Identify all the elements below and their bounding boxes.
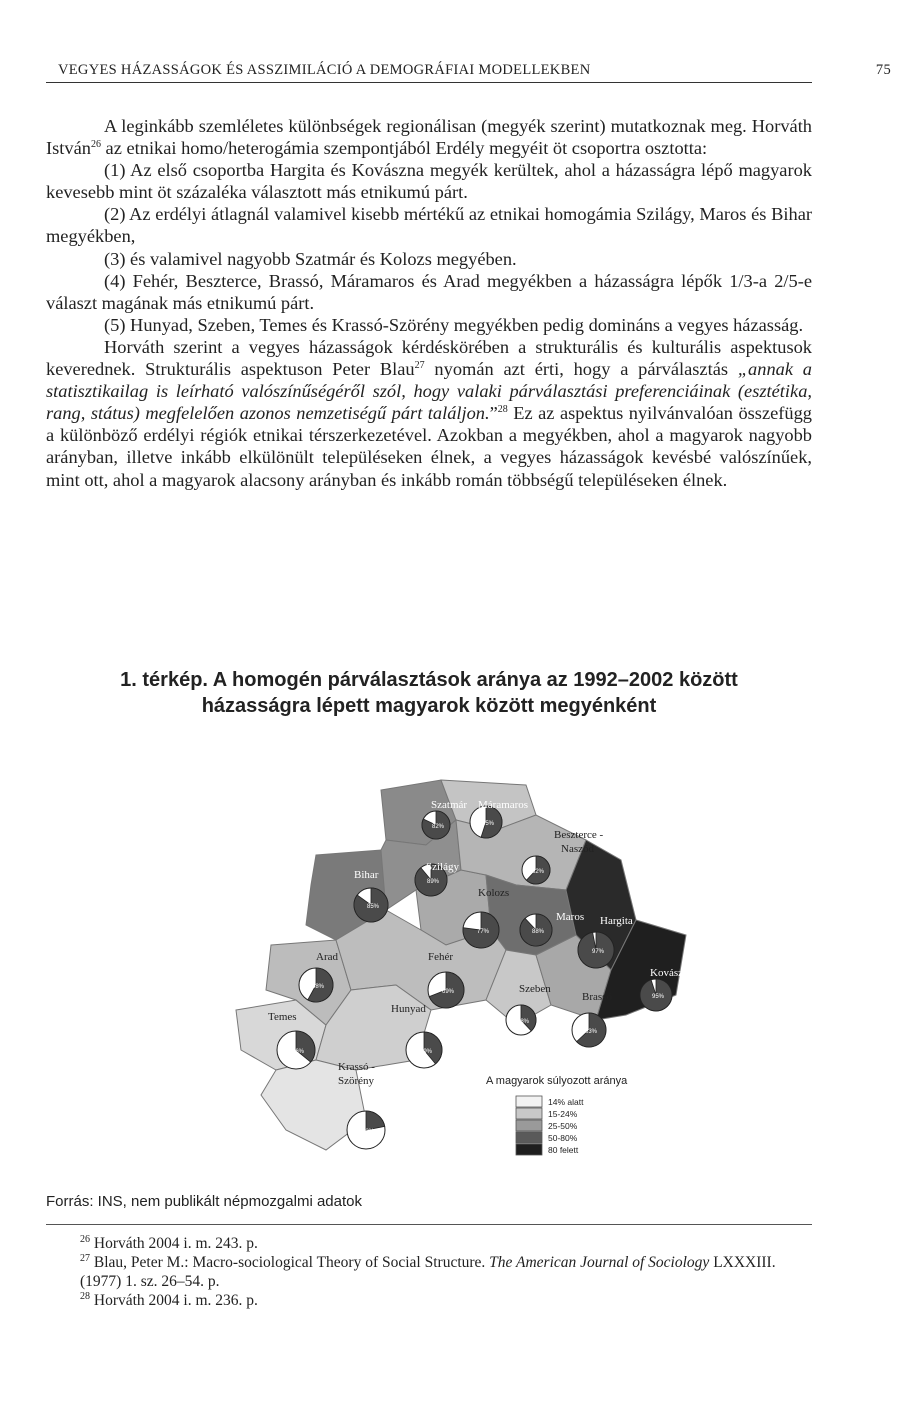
label-szeben: Szeben (519, 983, 551, 995)
pie-maros-label: 88% (532, 929, 545, 935)
label-kolozs: Kolozs (478, 887, 510, 899)
map-legend (486, 1075, 628, 1155)
pie-hunyad (406, 1032, 442, 1068)
blau-quote: „annak a statisztikailag is leírható valószínűségéről szól, hogy valaki párválasztási preferenciáinak (esztétika, rang, státus) megfelelően azonos nemzetiségű párt találjon. (46, 359, 812, 424)
pie-krasso (347, 1111, 385, 1149)
paragraph-6: (5) Hunyad, Szeben, Temes és Krassó-Szörény megyékben pedig domináns a vegyes házasság. (104, 314, 804, 335)
legend-title: A magyarok súlyozott aránya (486, 1075, 628, 1087)
label-hunyad: Hunyad (391, 1003, 426, 1015)
footnote-26-text: Horváth 2004 i. m. 243. p. (90, 1235, 258, 1252)
map-caption-line-1: 1. térkép. A homogén párválasztások aránya az 1992–2002 között (120, 669, 738, 691)
pie-brasso (572, 1013, 606, 1047)
label-hargita: Hargita (600, 915, 633, 927)
footnotes (46, 1234, 812, 1310)
pie-hargita (578, 932, 614, 968)
running-head (58, 62, 897, 79)
footnote-27-text-a: Blau, Peter M.: Macro-sociological Theory of Social Structure. (90, 1254, 490, 1271)
pie-szatmar (422, 811, 450, 839)
label-krasso: Krassó - (338, 1061, 375, 1073)
legend-swatch-4 (516, 1144, 542, 1155)
pie-arad (299, 968, 333, 1002)
pie-krasso-label: 22% (362, 1129, 375, 1135)
footnote-ref-27[interactable]: 27 (414, 359, 425, 371)
footnote-28-text: Horváth 2004 i. m. 236. p. (90, 1292, 258, 1309)
legend-label-4: 80 felett (548, 1145, 579, 1155)
paragraph-1-text-a: A leginkább szemléletes különbségek regionálisan (megyék szerint) mutatkoznak meg. Horváth István (46, 116, 812, 159)
paragraph-7 (46, 336, 812, 491)
footnote-26-number: 26 (80, 1233, 90, 1245)
running-head-title: VEGYES HÁZASSÁGOK ÉS ASSZIMILÁCIÓ A DEMOGRÁFIAI MODELLEKBEN (58, 62, 591, 78)
pie-szeben-label: 38% (517, 1019, 530, 1025)
paragraph-3: (2) Az erdélyi átlagnál valamivel kisebb mértékű az etnikai homogámia Szilágy, Maros és Bihar megyékben, (46, 204, 812, 247)
legend-label-2: 25-50% (548, 1121, 578, 1131)
pie-bihar-label: 85% (367, 904, 380, 910)
pie-szilagy-label: 89% (427, 879, 440, 885)
legend-label-0: 14% alatt (548, 1097, 584, 1107)
paragraph-4: (3) és valamivel nagyobb Szatmár és Kolozs megyében. (104, 248, 517, 269)
page-number: 75 (875, 62, 891, 78)
legend-swatch-1 (516, 1108, 542, 1119)
paragraph-7-text-a: Horváth szerint a vegyes házasságok kérdéskörében a strukturális és kulturális aspektusok keverednek. Strukturális aspektuson Peter Blau (46, 336, 812, 380)
label-temes: Temes (268, 1011, 297, 1023)
pie-hunyad-label: 39% (420, 1049, 433, 1055)
legend-swatch-3 (516, 1132, 542, 1143)
body-text (46, 115, 812, 491)
footnote-28 (46, 1291, 812, 1310)
map-caption-line-2: házasságra lépett magyarok között megyénként (201, 695, 657, 717)
paragraph-1 (46, 115, 812, 159)
pie-arad-label: 58% (312, 984, 325, 990)
label-maramaros: Máramaros (478, 799, 529, 811)
pie-krasso-slice (366, 1111, 385, 1130)
label-kovaszna: Kovászna (650, 967, 694, 979)
legend-swatch-0 (516, 1096, 542, 1107)
pie-feher (428, 972, 464, 1008)
transylvania-map (216, 760, 716, 1180)
legend-label-1: 15-24% (548, 1109, 578, 1119)
map-caption (46, 667, 812, 719)
footnote-rule (46, 1224, 812, 1225)
label-szilagy: Szilágy (426, 861, 459, 873)
pie-kovaszna (640, 979, 672, 1011)
pie-temes (277, 1031, 315, 1069)
footnote-28-number: 28 (80, 1290, 90, 1302)
legend-swatch-2 (516, 1120, 542, 1131)
footnote-27-text-b: LXXXIII. (1977) 1. sz. 26–54. p. (80, 1254, 776, 1290)
footnote-27 (46, 1253, 812, 1291)
pie-kovaszna-label: 95% (652, 994, 665, 1000)
pie-beszterce (522, 856, 550, 884)
pie-bihar (354, 888, 388, 922)
label-szatmar: Szatmár (431, 799, 468, 811)
label-feher: Fehér (428, 951, 454, 963)
footnote-ref-26[interactable]: 26 (90, 138, 101, 150)
paragraph-5: (4) Fehér, Beszterce, Brassó, Máramaros és Arad megyékben a házasságra lépők 1/3-a 2/5-e választ magának más etnikumú párt. (46, 270, 812, 313)
paragraph-7-text-b: nyomán azt érti, hogy a párválasztás (424, 359, 738, 380)
header-rule (46, 82, 812, 83)
label-brasso: Brassó (582, 991, 612, 1003)
pie-hargita-label: 97% (592, 949, 605, 955)
footnote-ref-28[interactable]: 28 (497, 404, 508, 416)
pie-maros (520, 914, 552, 946)
pie-beszterce-label: 62% (532, 869, 545, 875)
pie-feher-label: 69% (442, 989, 455, 995)
label-bihar: Bihar (354, 869, 379, 881)
pie-temes-label: 36% (292, 1049, 305, 1055)
label-naszod: Naszód (561, 843, 594, 855)
quote-close: ” (489, 403, 498, 424)
pie-maramaros-label: 55% (482, 821, 495, 827)
pie-kolozs (463, 912, 499, 948)
paragraph-7-text-d: Ez az aspektus nyilvánvalóan összefügg a különböző erdélyi régiók etnikai térszerkezetével. Azokban a megyékben, ahol a magyarok nagyobb arányban, illetve inkább elkülönült településeken élnek, a vegyes házasságok kevésbé valószínűek, mint ott, ahol a magyarok alacsony arányban és inkább román többségű településeken élnek. (46, 403, 812, 490)
paragraph-2: (1) Az első csoportba Hargita és Kovászna megyék kerültek, ahol a házasságra lépő magyarok kevesebb mint öt százaléka választott más etnikumú párt. (46, 160, 812, 203)
pie-brasso-label: 63% (585, 1029, 598, 1035)
label-arad: Arad (316, 951, 338, 963)
legend-label-3: 50-80% (548, 1133, 578, 1143)
figure-source: Forrás: INS, nem publikált népmozgalmi adatok (46, 1193, 362, 1210)
footnote-26 (46, 1234, 812, 1253)
pie-kolozs-label: 77% (477, 929, 490, 935)
footnote-27-number: 27 (80, 1252, 90, 1264)
paragraph-1-text-b: az etnikai homo/heterogámia szempontjából Erdély megyéit öt csoportra osztotta: (100, 138, 708, 159)
footnote-27-journal: The American Journal of Sociology (489, 1254, 710, 1271)
pie-szeben (506, 1005, 536, 1035)
label-maros: Maros (556, 911, 585, 923)
label-szoreny: Szörény (338, 1075, 375, 1087)
county-shapes (236, 780, 686, 1150)
pie-szatmar-label: 82% (432, 824, 445, 830)
label-beszterce: Beszterce - (554, 829, 604, 841)
